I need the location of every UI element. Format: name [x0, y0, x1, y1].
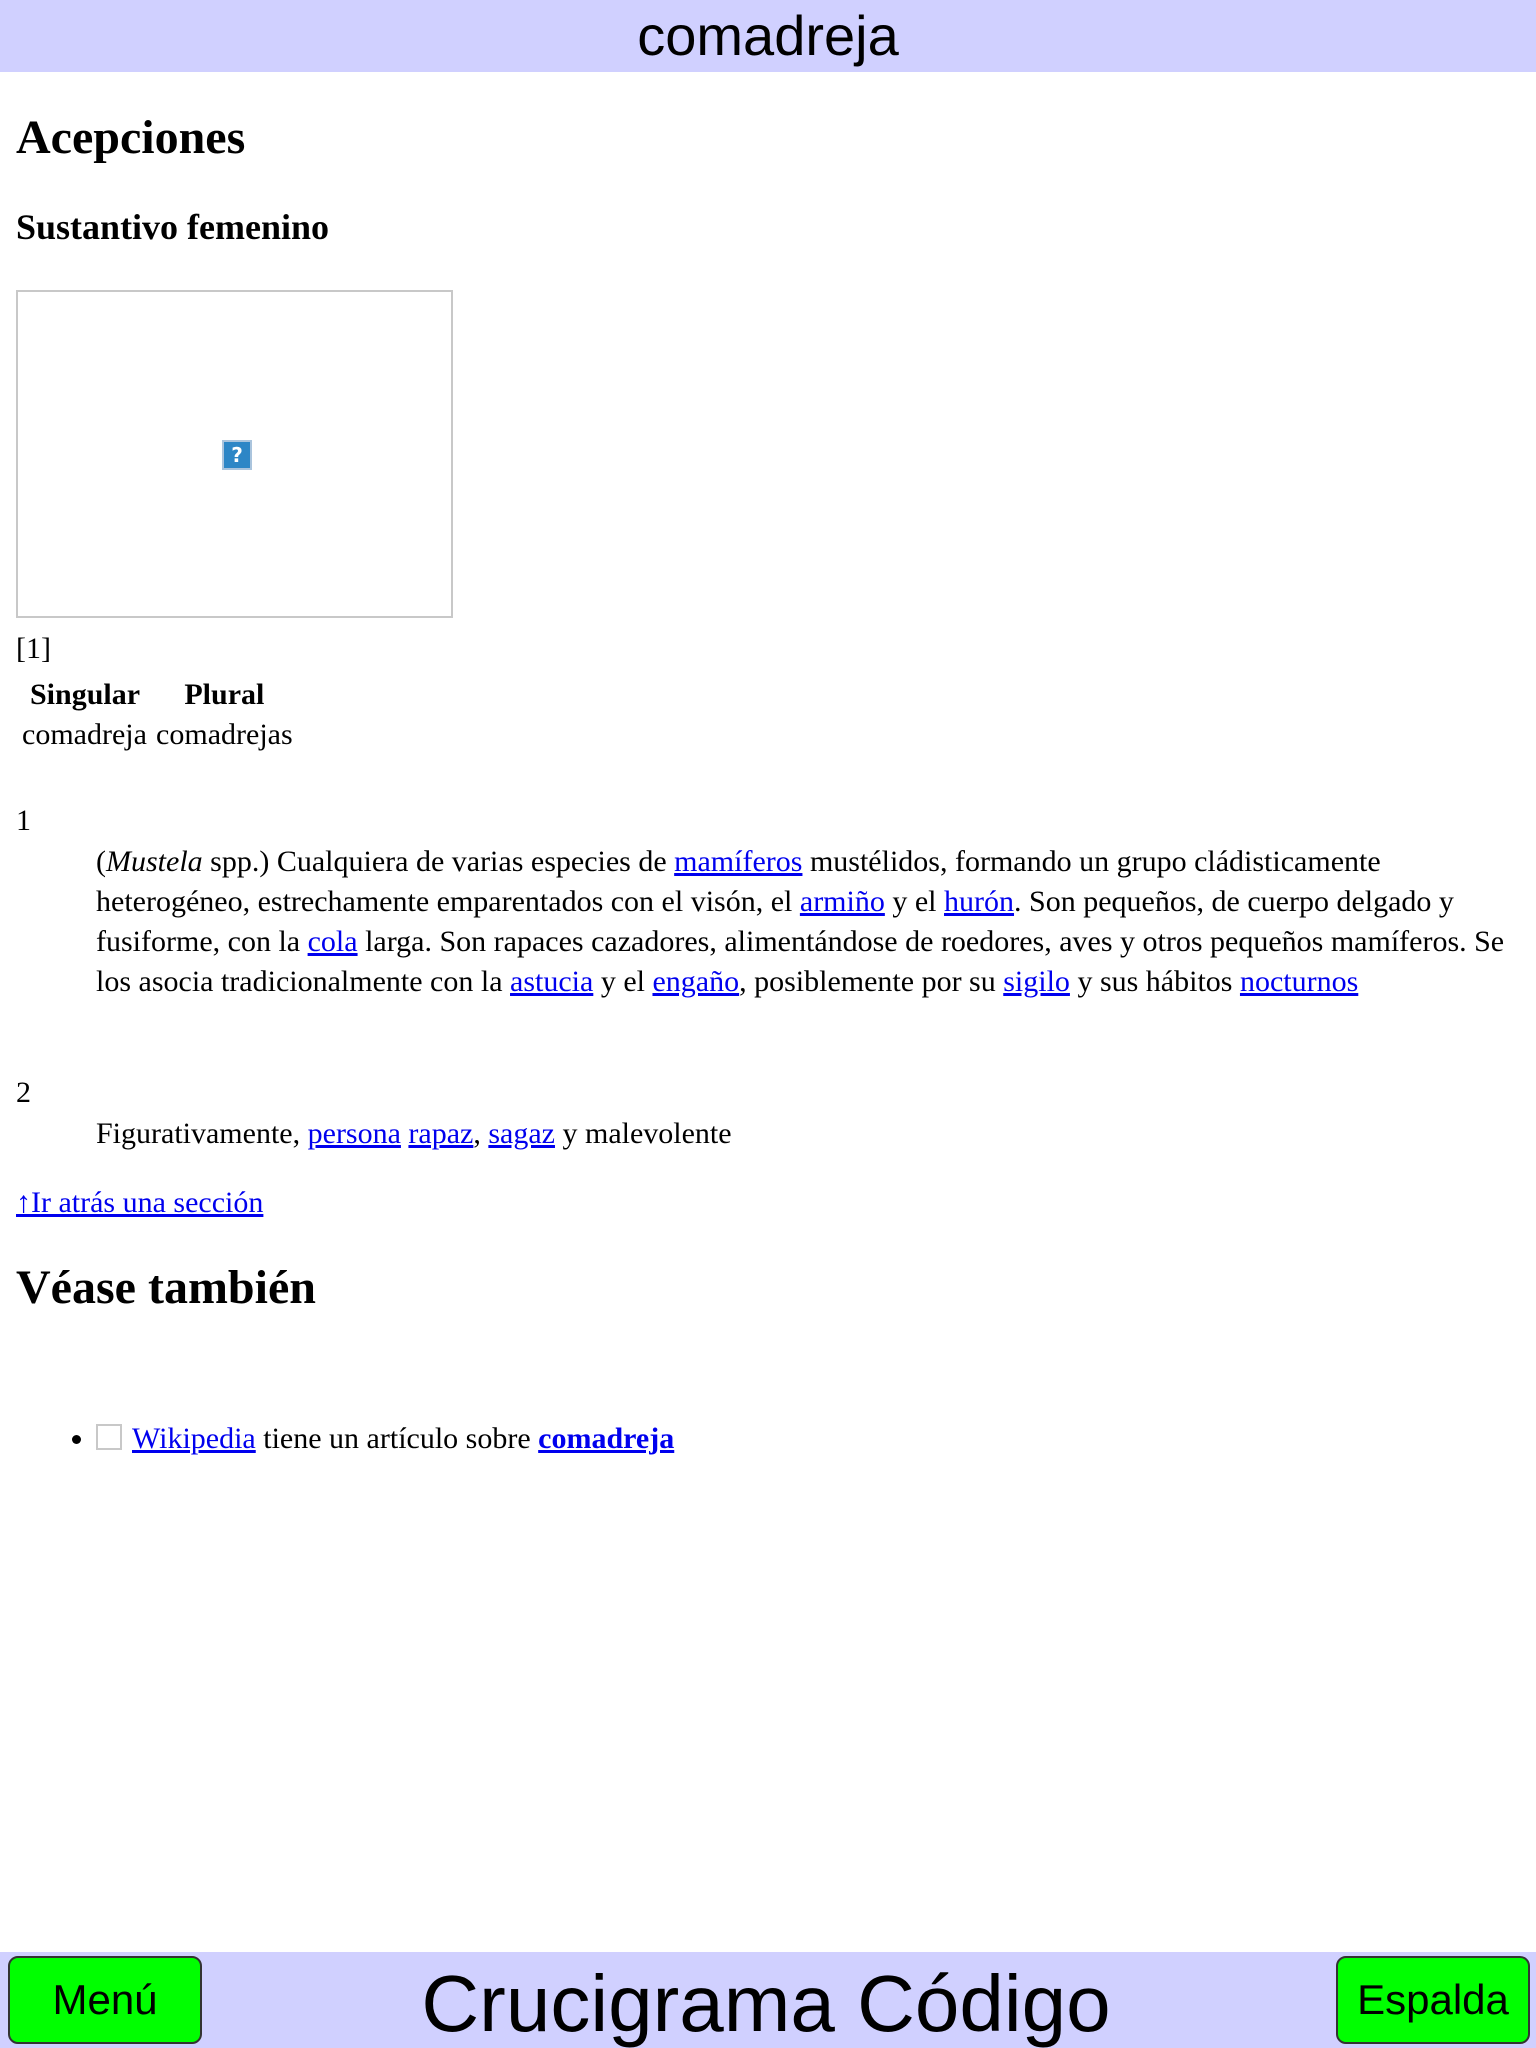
link-armino[interactable]: armiño [799, 885, 885, 918]
back-section-link[interactable]: ↑Ir atrás una sección [16, 1186, 264, 1219]
def-italic-genus: Mustela [106, 845, 203, 878]
def-text: y malevolente [554, 1117, 732, 1150]
wikipedia-logo-icon [96, 1424, 122, 1450]
header-singular: Singular [30, 678, 141, 711]
def-text: , posiblemente por su [739, 965, 1004, 998]
page-title: comadreja [637, 4, 899, 67]
def-text: Figurativamente, [96, 1117, 308, 1150]
back-button[interactable]: Espalda [1336, 1956, 1530, 2044]
menu-button[interactable]: Menú [8, 1956, 202, 2044]
def-text: spp.) Cualquiera de varias especies de [202, 845, 675, 878]
def-text: y sus hábitos [1069, 965, 1240, 998]
section-heading-vease: Véase también [16, 1261, 316, 1314]
def-text: y el [593, 965, 653, 998]
link-astucia[interactable]: astucia [510, 965, 594, 998]
cell-plural: comadrejas [156, 718, 293, 751]
link-sagaz[interactable]: sagaz [488, 1117, 555, 1150]
cell-singular: comadreja [22, 718, 147, 751]
link-nocturnos[interactable]: nocturnos [1239, 965, 1359, 998]
list-item [96, 1422, 674, 1456]
footer-title: Crucigrama Código [421, 1959, 1111, 2048]
section-heading-acepciones: Acepciones [16, 111, 246, 164]
inflection-header-row [20, 678, 295, 712]
header-plural: Plural [184, 678, 265, 711]
link-cola[interactable]: cola [307, 925, 358, 958]
link-rapaz[interactable]: rapaz [408, 1117, 474, 1150]
image-caption: [1] [16, 632, 51, 665]
definition-1 [96, 842, 1506, 1002]
see-also-text: tiene un artículo sobre [255, 1422, 539, 1455]
bottom-bar [0, 1952, 1536, 2048]
subheading-sustantivo: Sustantivo femenino [16, 207, 330, 247]
broken-image-icon: ? [222, 440, 252, 470]
definition-2 [96, 1114, 1506, 1154]
def-text: mustélidos, formando un grupo cládisticamente heterogéneo, estrechamente emparentados con el visón, el [96, 845, 1381, 918]
link-persona[interactable]: persona [307, 1117, 401, 1150]
definition-number-1: 1 [16, 804, 31, 837]
link-wikipedia-article[interactable]: comadreja [538, 1422, 675, 1455]
see-also-list [16, 1422, 674, 1456]
image-frame[interactable] [16, 290, 453, 618]
link-huron[interactable]: hurón [944, 885, 1015, 918]
link-engano[interactable]: engaño [652, 965, 740, 998]
def-text: ( [96, 845, 106, 878]
definition-number-2: 2 [16, 1076, 31, 1109]
def-text: larga. Son rapaces cazadores, alimentándose de roedores, aves y otros pequeños mamíferos. Se los asocia tradicionalmente con la [96, 925, 1505, 998]
top-bar [0, 0, 1536, 72]
link-sigilo[interactable]: sigilo [1003, 965, 1070, 998]
inflection-table [16, 672, 299, 758]
link-wikipedia[interactable]: Wikipedia [132, 1422, 256, 1455]
link-mamiferos[interactable]: mamíferos [674, 845, 803, 878]
inflection-row [20, 718, 295, 752]
def-text: y el [884, 885, 945, 918]
def-text: , [473, 1117, 489, 1150]
def-text: . Son pequeños, de cuerpo delgado y fusiforme, con la [96, 885, 1454, 958]
